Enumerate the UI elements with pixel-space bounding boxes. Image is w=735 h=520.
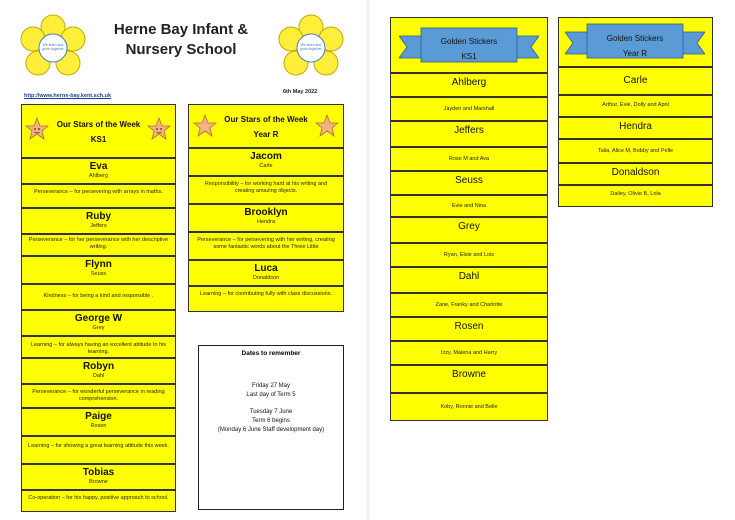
sticker-names: Evie and Nina [451,203,487,209]
golden-class-box [558,67,713,95]
sticker-names: Dailey, Olivie B, Lola [610,191,661,197]
ks1-star-name-box [21,208,176,234]
class-name: Donaldson [611,167,660,178]
pupil-name: Robyn [82,361,115,372]
golden-names-box [390,97,548,121]
ks1-star-name-box [21,310,176,336]
yearr-star-name-box [188,260,344,286]
golden-names-box [390,341,548,365]
golden-names-box [390,293,548,317]
school-title: Herne Bay Infant & Nursery School [113,21,249,58]
ks1-star-desc-box [21,336,176,358]
golden-class-box [390,121,548,147]
pupil-description: Learning – for always having an excellent attitude to his learning. [30,342,167,355]
ks1-star-name-box [21,358,176,384]
pupil-class: Browne [89,479,108,485]
class-name: Seuss [455,175,483,186]
golden-class-box [390,171,548,195]
pupil-description: Perseverance – for persevering with her writing, creating some fantastic words about the Three Little [197,237,335,250]
golden-class-box [558,117,713,139]
dates-title: Dates to remember [241,350,301,357]
class-name: Hendra [619,121,652,132]
ks1-star-desc-box [21,184,176,208]
pupil-class: Donaldson [252,275,280,281]
pupil-description: Perseverance – for her perseverance with her descriptive writing. [28,237,169,250]
ks1-star-name-box [21,158,176,184]
pupil-name: Paige [85,411,112,422]
yearr-stars-heading: Our Stars of the Week [224,115,308,124]
golden-ks1-header [390,17,548,73]
sticker-names: Zane, Franky and Charlotte [435,302,503,308]
date-line: Last day of Term 5 [246,392,296,398]
ks1-stars-header [21,104,176,158]
golden-names-box [558,139,713,163]
yearr-stars-subheading: Year R [253,130,279,139]
golden-names-box [558,185,713,207]
golden-class-box [390,317,548,341]
pupil-class: Hendra [256,219,276,225]
ks1-star-desc-box [21,284,176,310]
pupil-description: Perseverance – for persevering with arrays in maths. [34,189,163,195]
newsletter-date: 6th May 2022 [283,89,318,95]
pupil-class: Jeffers [90,223,107,229]
date-line: Friday 27 May [251,383,290,389]
pupil-class: Grey [92,325,105,331]
class-name: Jeffers [454,125,484,136]
golden-yearr-header [558,17,713,67]
golden-class-box [390,73,548,97]
ks1-star-name-box [21,408,176,436]
logo-text-right: We learn and grow together [300,43,322,51]
class-name: Browne [452,369,486,380]
golden-ks1-banner-sub: KS1 [461,52,477,61]
golden-class-box [558,163,713,185]
class-name: Dahl [458,271,480,282]
class-name: Carle [623,75,648,86]
ks1-star-name-box [21,464,176,490]
date-line: (Monday 6 June Staff development day) [217,427,325,433]
date-line: Term 6 begins [252,418,290,424]
yearr-star-name-box [188,204,344,232]
pupil-name: George W [74,313,123,324]
date-line: Tuesday 7 June [249,409,293,415]
golden-class-box [390,365,548,393]
pupil-description: Co-operation – for his happy, positive approach to school. [28,495,169,501]
sticker-names: Talia, Alice M, Bobby and Pelle [597,148,674,154]
golden-yearr-banner-sub: Year R [622,49,648,58]
ks1-stars-heading: Our Stars of the Week [56,120,141,129]
right-page [369,0,735,520]
golden-names-box [390,195,548,217]
sticker-names: Arthur, Evie, Dolly and April [602,102,669,108]
left-page [0,0,367,520]
pupil-name: Flynn [85,259,112,270]
class-name: Rosen [454,321,484,332]
golden-names-box [390,147,548,171]
golden-names-box [390,393,548,421]
pupil-description: Learning – for contributing fully with class discussions. [199,291,333,297]
pupil-class: Carle [259,163,273,169]
pupil-class: Seuss [90,271,107,277]
pupil-name: Jacom [250,151,282,162]
pupil-class: Dahl [92,373,105,379]
sticker-names: Koby, Ronnie and Belle [440,404,498,410]
pupil-name: Ruby [86,211,111,222]
golden-names-box [558,95,713,117]
pupil-name: Tobias [82,467,115,478]
class-name: Grey [458,221,480,232]
sticker-names: Rose M and Ava [448,156,490,162]
ks1-stars-subheading: KS1 [90,135,107,144]
yearr-star-desc-box [188,232,344,260]
yearr-stars-header [188,104,344,148]
pupil-description: Perseverance – for wonderful perseverance in reading comprehension. [32,389,165,402]
pupil-name: Eva [89,161,108,172]
pupil-class: Ahlberg [89,173,108,179]
golden-class-box [390,217,548,243]
pupil-name: Luca [254,263,278,274]
dates-to-remember-box [198,345,344,510]
golden-ks1-banner-title: Golden Stickers [440,37,498,46]
ks1-star-desc-box [21,490,176,512]
ks1-star-name-box [21,256,176,284]
golden-yearr-banner-title: Golden Stickers [606,34,664,43]
school-url[interactable]: http://www.herne-bay.kent.sch.uk [24,93,112,99]
pupil-description: Learning – for showing a great learning attitude this week. [28,443,169,449]
yearr-star-name-box [188,148,344,176]
golden-names-box [390,243,548,267]
pupil-description: Responsibility – for working hard at his writing and creating amazing objects. [204,181,328,194]
pupil-class: Rosen [90,423,107,429]
sticker-names: Ryan, Elsie and Lois [443,252,495,258]
yearr-star-desc-box [188,176,344,204]
pupil-name: Brooklyn [244,207,288,218]
yearr-star-desc-box [188,286,344,312]
ks1-star-desc-box [21,436,176,464]
ks1-star-desc-box [21,384,176,408]
sticker-names: Izzy, Malena and Harry [440,350,498,356]
class-name: Ahlberg [451,77,487,88]
golden-class-box [390,267,548,293]
ks1-star-desc-box [21,234,176,256]
pupil-description: Kindness – for being a kind and responsible . [43,293,154,299]
sticker-names: Jayden and Marshall [443,106,495,112]
logo-text-left: We learn and grow together [42,43,64,51]
